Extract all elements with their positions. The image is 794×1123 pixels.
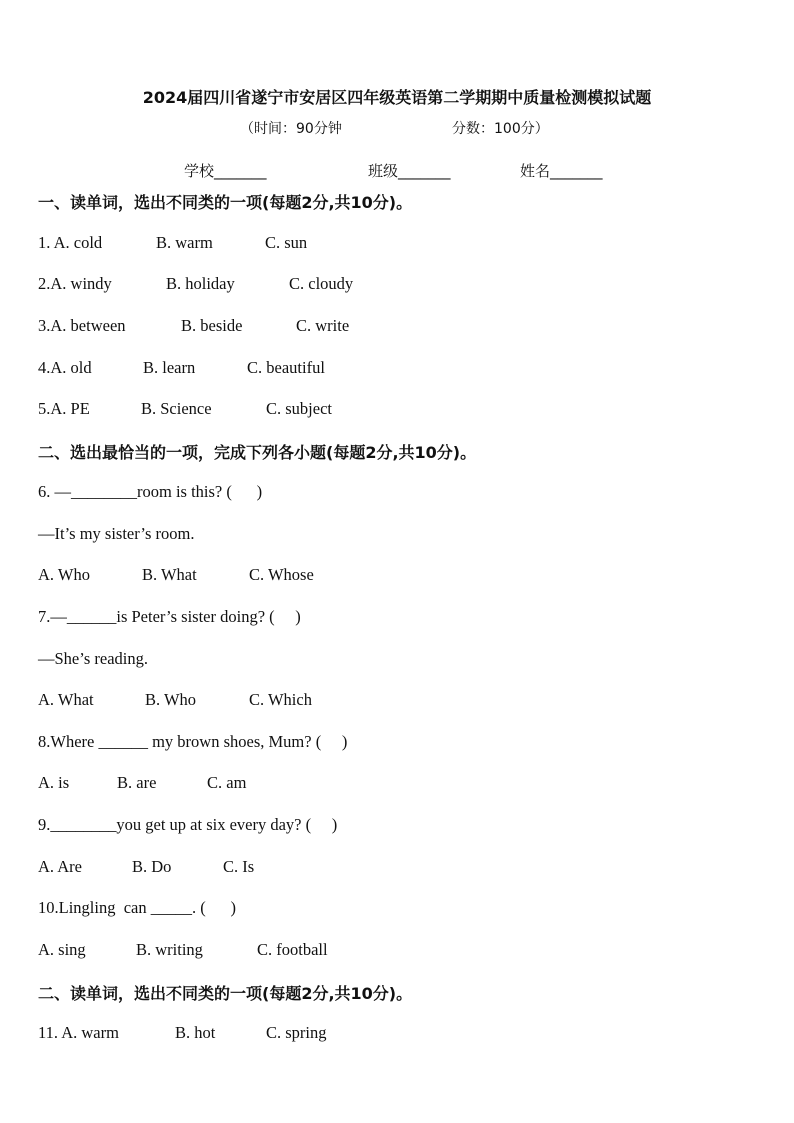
question-5-option-a: 5.A. PE xyxy=(38,399,90,418)
question-5-option-c: C. subject xyxy=(266,399,332,418)
question-8-option-a: A. is xyxy=(38,773,70,792)
question-6-option-b: B. What xyxy=(142,565,197,584)
question-4-option-b: B. learn xyxy=(143,358,196,377)
question-10-option-c: C. football xyxy=(257,940,328,959)
question-3-option-c: C. write xyxy=(296,316,350,335)
question-9-option-a: A. Are xyxy=(38,857,82,876)
school-field: 学校_______ xyxy=(184,162,267,180)
section-heading: 二、读单词，选出不同类的一项(每题2分,共10分)。 xyxy=(38,984,413,1003)
question-1-option-c: C. sun xyxy=(265,233,308,252)
question-11-option-c: C. spring xyxy=(266,1023,327,1042)
exam-time: （时间：90分钟 xyxy=(240,121,342,137)
question-7-option-a: A. What xyxy=(38,690,94,709)
question-9-option-b: B. Do xyxy=(132,857,172,876)
exam-score: 分数：100分） xyxy=(452,121,549,137)
question-11-option-b: B. hot xyxy=(175,1023,216,1042)
question-3-option-b: B. beside xyxy=(181,316,243,335)
question-10-option-a: A. sing xyxy=(38,940,86,959)
question-8-option-b: B. are xyxy=(117,773,157,792)
question-10-stem: 10.Lingling can _____. ( ) xyxy=(38,898,236,917)
question-1-option-b: B. warm xyxy=(156,233,213,252)
question-8-stem: 8.Where ______ my brown shoes, Mum? ( ) xyxy=(38,732,348,751)
page-title: 2024届四川省遂宁市安居区四年级英语第二学期期中质量检测模拟试题 xyxy=(142,88,652,107)
question-4-option-c: C. beautiful xyxy=(247,358,325,377)
question-6-reply: —It’s my sister’s room. xyxy=(38,524,195,543)
question-11-option-a: 11. A. warm xyxy=(38,1023,119,1042)
question-7-option-c: C. Which xyxy=(249,690,312,709)
question-9-option-c: C. Is xyxy=(223,857,255,876)
question-1-option-a: 1. A. cold xyxy=(38,233,103,252)
question-3-option-a: 3.A. between xyxy=(38,316,126,335)
question-6-stem: 6. —________room is this? ( ) xyxy=(38,482,263,501)
section-heading: 二、选出最恰当的一项，完成下列各小题(每题2分,共10分)。 xyxy=(38,443,477,462)
question-8-option-c: C. am xyxy=(207,773,247,792)
question-9-stem: 9.________you get up at six every day? ( ) xyxy=(38,815,338,834)
question-2-option-a: 2.A. windy xyxy=(38,274,112,293)
class-field: 班级_______ xyxy=(368,162,451,180)
name-field: 姓名_______ xyxy=(520,162,603,180)
question-6-option-c: C. Whose xyxy=(249,565,314,584)
question-4-option-a: 4.A. old xyxy=(38,358,92,377)
question-2-option-c: C. cloudy xyxy=(289,274,354,293)
question-5-option-b: B. Science xyxy=(141,399,212,418)
section-heading: 一、读单词，选出不同类的一项(每题2分,共10分)。 xyxy=(38,193,413,212)
question-2-option-b: B. holiday xyxy=(166,274,235,293)
question-7-stem: 7.—______is Peter’s sister doing? ( ) xyxy=(38,607,301,626)
question-6-option-a: A. Who xyxy=(38,565,90,584)
question-7-option-b: B. Who xyxy=(145,690,197,709)
question-7-reply: —She’s reading. xyxy=(38,649,148,668)
question-10-option-b: B. writing xyxy=(136,940,203,959)
